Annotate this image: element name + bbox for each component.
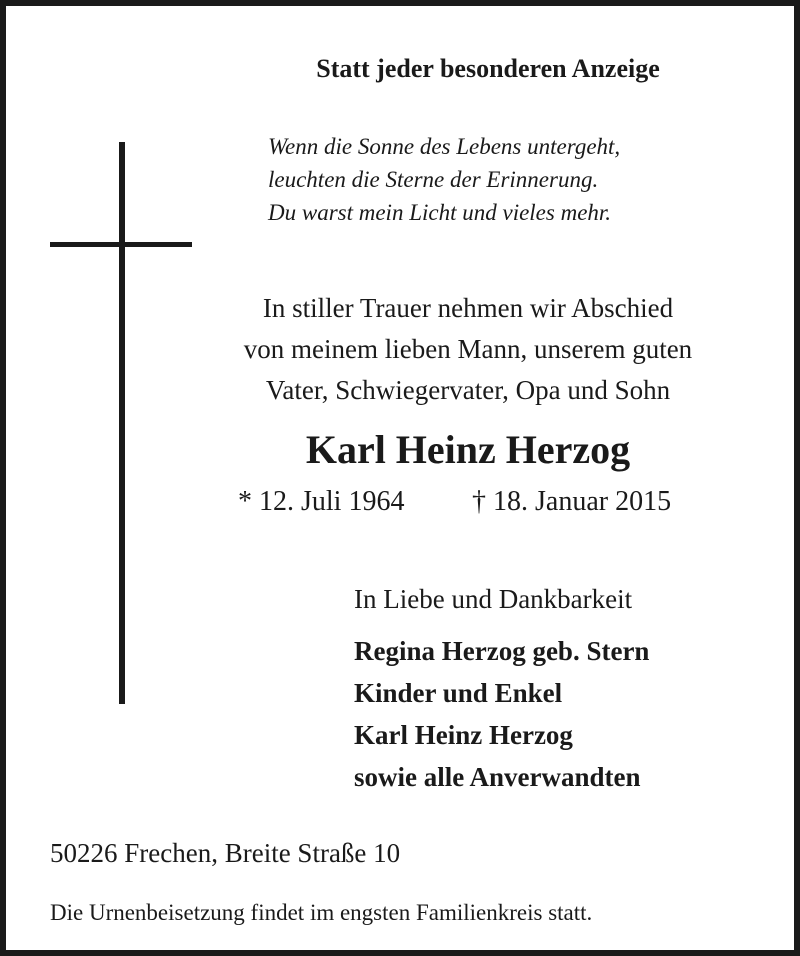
poem — [268, 130, 620, 229]
cross-horizontal-bar — [50, 242, 192, 247]
mourner-name: Regina Herzog geb. Stern — [354, 636, 650, 666]
mourning-line: Vater, Schwiegervater, Opa und Sohn — [265, 375, 671, 405]
headline: Statt jeder besonderen Anzeige — [316, 54, 660, 83]
mourners-list — [354, 630, 649, 798]
mourner-name: Karl Heinz Herzog — [354, 720, 573, 750]
address: 50226 Frechen, Breite Straße 10 — [50, 838, 401, 868]
funeral-note: Die Urnenbeisetzung findet im engsten Familienkreis statt. — [50, 900, 593, 925]
deceased-name: Karl Heinz Herzog — [305, 427, 631, 472]
thanks-line: In Liebe und Dankbarkeit — [354, 584, 633, 614]
mourning-line: von meinem lieben Mann, unserem guten — [243, 334, 693, 364]
cross-vertical-bar — [119, 142, 125, 704]
poem-line: Wenn die Sonne des Lebens untergeht, — [268, 134, 621, 159]
mourner-name: Kinder und Enkel — [354, 678, 563, 708]
mourning-text — [166, 288, 770, 411]
poem-line: Du warst mein Licht und vieles mehr. — [268, 200, 612, 225]
mourning-line: In stiller Trauer nehmen wir Abschied — [262, 293, 674, 323]
birth-date: * 12. Juli 1964 — [238, 486, 405, 517]
mourner-name: sowie alle Anverwandten — [354, 762, 641, 792]
poem-line: leuchten die Sterne der Erinnerung. — [268, 167, 599, 192]
death-date: † 18. Januar 2015 — [472, 486, 672, 517]
